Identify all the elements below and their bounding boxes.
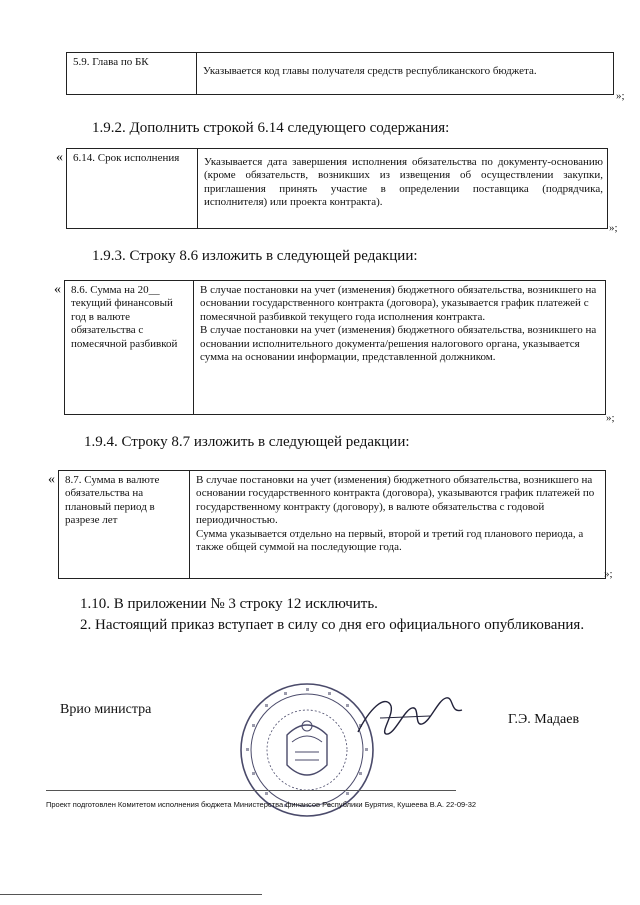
row-description-part-2: В случае постановки на учет (изменения) бюджетного обязательства, возникшего на основании исполнительного документа/решения налогового органа, указывается сумма на основании информации, представленной должником. <box>200 324 597 364</box>
opening-quote: « <box>48 472 55 487</box>
table-row-5-9 <box>66 52 614 95</box>
row-description-part-2: Сумма указывается отдельно на первый, второй и третий год планового периода, а также общей суммой на последующие года. <box>196 527 584 554</box>
table-row-6-14 <box>66 148 608 229</box>
row-description-part-1: В случае постановки на учет (изменения) бюджетного обязательства, возникшего на основании государственного контракта (договора), указываются график платежей по государственному контракту (договору), в валюте обязательства с годовой периодичностью. <box>196 474 595 527</box>
paragraph-1-10: 1.10. В приложении № 3 строку 12 исключить. <box>80 596 378 612</box>
row-description: Указывается дата завершения исполнения обязательства по документу-основанию (кроме обязательств, возникших из извещения об осуществлении закупки, приглашения принять участие в определении поставщика (подрядчика, исполнителя) или проекта контракта). <box>198 149 608 229</box>
table-row-8-7 <box>58 470 606 579</box>
closing-quote: »; <box>604 568 613 580</box>
signature-position: Врио министра <box>60 702 152 717</box>
row-label: 5.9. Глава по БК <box>67 53 197 95</box>
row-description <box>190 471 606 579</box>
opening-quote: « <box>56 150 63 165</box>
row-label: 8.6. Сумма на 20__ текущий финансовый год в валюте обязательства с помесячной разбивкой <box>65 281 194 415</box>
footer-divider <box>46 790 456 791</box>
row-description: Указывается код главы получателя средств республиканского бюджета. <box>197 53 614 95</box>
bottom-divider <box>0 894 262 895</box>
signature-name: Г.Э. Мадаев <box>508 712 580 727</box>
row-description-part-1: В случае постановки на учет (изменения) бюджетного обязательства, возникшего на основании государственного контракта (договора), указывается график платежей с помесячной разбивкой текущего года исполнения контракта. <box>200 284 597 323</box>
row-description <box>194 281 606 415</box>
opening-quote: « <box>54 282 61 297</box>
heading-1-9-4: 1.9.4. Строку 8.7 изложить в следующей редакции: <box>84 434 410 450</box>
closing-quote: »; <box>606 412 615 424</box>
paragraph-2: 2. Настоящий приказ вступает в силу со дня его официального опубликования. <box>80 617 585 633</box>
closing-quote: »; <box>616 90 625 102</box>
row-label: 8.7. Сумма в валюте обязательства на плановый период в разрезе лет <box>59 471 190 579</box>
heading-1-9-2: 1.9.2. Дополнить строкой 6.14 следующего содержания: <box>92 120 450 136</box>
table-row-8-6 <box>64 280 606 415</box>
heading-1-9-3: 1.9.3. Строку 8.6 изложить в следующей редакции: <box>92 248 418 264</box>
closing-quote: »; <box>609 222 618 234</box>
row-label: 6.14. Срок исполнения <box>67 149 198 229</box>
footer-note: Проект подготовлен Комитетом исполнения бюджета Министерства финансов Республики Бурятия, Кушеева В.А. 22-09-32 <box>46 800 477 809</box>
handwritten-signature <box>350 688 470 748</box>
